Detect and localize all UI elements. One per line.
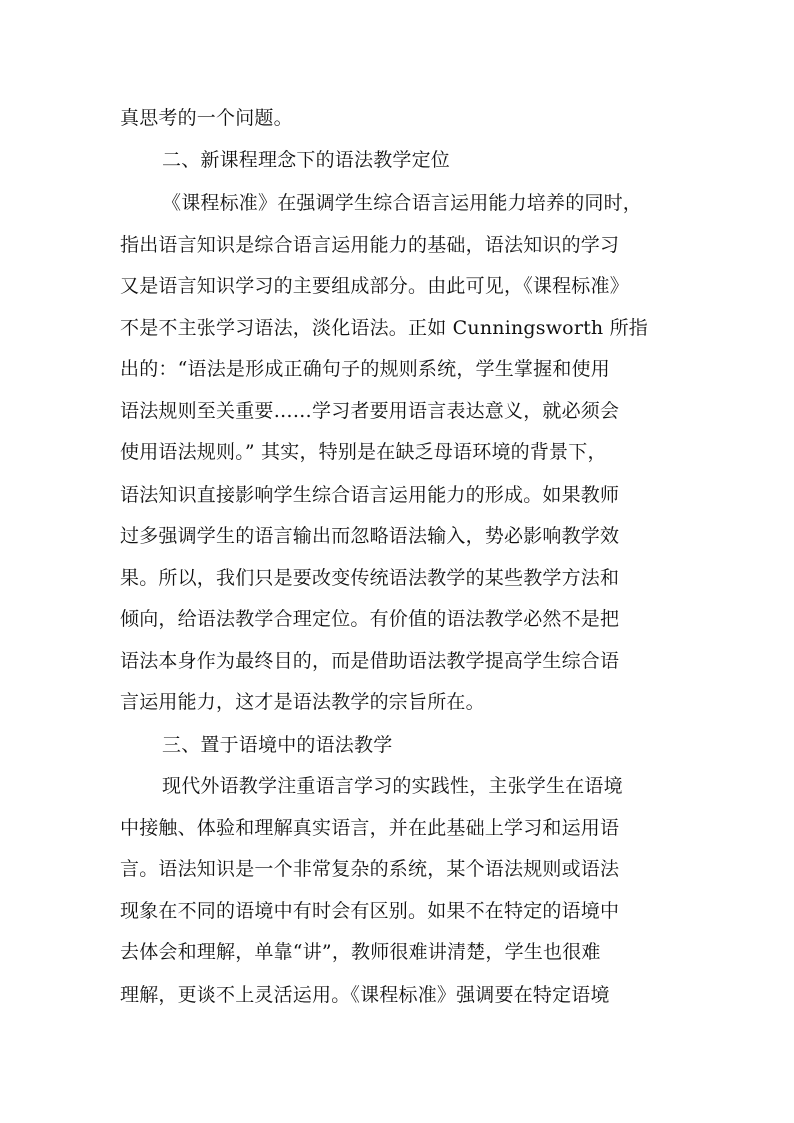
body-text-line: 又是语言知识学习的主要组成部分。由此可见，《课程标准》: [120, 275, 629, 297]
body-text-line: 果。所以，我们只是要改变传统语法教学的某些教学方法和: [120, 567, 620, 589]
section-heading: 二、新课程理念下的语法教学定位: [162, 149, 451, 171]
body-text-line: 出的：“语法是形成正确句子的规则系统，学生掌握和使用: [120, 358, 610, 380]
body-text-line: 语法本身作为最终目的，而是借助语法教学提高学生综合语: [120, 650, 620, 672]
body-text-line: 《课程标准》在强调学生综合语言运用能力培养的同时，: [162, 192, 643, 214]
body-text-line: 去体会和理解，单靠“讲”，教师很难讲清楚，学生也很难: [120, 941, 601, 963]
body-text-line: 现象在不同的语境中有时会有区别。如果不在特定的语境中: [120, 900, 620, 922]
body-text-line: 过多强调学生的语言输出而忽略语法输入，势必影响教学效: [120, 525, 620, 547]
section-heading: 三、置于语境中的语法教学: [162, 734, 393, 756]
body-text-line: 言。语法知识是一个非常复杂的系统，某个语法规则或语法: [120, 858, 620, 880]
body-text-line: 语法知识直接影响学生综合语言运用能力的形成。如果教师: [120, 484, 620, 506]
body-text-line: 不是不主张学习语法，淡化语法。正如 Cunningsworth 所指: [120, 317, 649, 339]
body-text-line: 倾向，给语法教学合理定位。有价值的语法教学必然不是把: [120, 608, 620, 630]
body-text-line: 使用语法规则。” 其实，特别是在缺乏母语环境的背景下，: [120, 441, 607, 463]
body-text-line: 中接触、体验和理解真实语言，并在此基础上学习和运用语: [120, 817, 620, 839]
body-text-line: 指出语言知识是综合语言运用能力的基础，语法知识的学习: [120, 234, 620, 256]
body-text-line: 现代外语教学注重语言学习的实践性，主张学生在语境: [162, 775, 623, 797]
body-text-line: 言运用能力，这才是语法教学的宗旨所在。: [120, 691, 485, 713]
body-text-line: 真思考的一个问题。: [120, 107, 293, 129]
body-text-line: 语法规则至关重要……学习者要用语言表达意义，就必须会: [120, 400, 620, 422]
body-text-line: 理解，更谈不上灵活运用。《课程标准》强调要在特定语境: [120, 984, 610, 1006]
